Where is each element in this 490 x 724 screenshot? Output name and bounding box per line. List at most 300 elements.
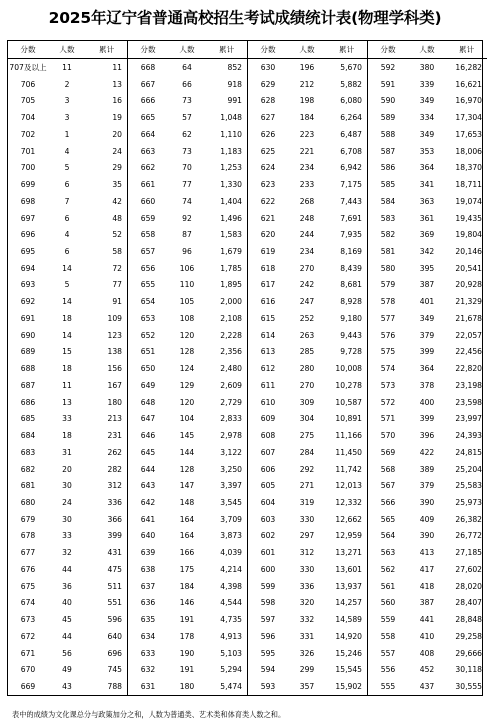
cell-count: 312: [299, 548, 315, 558]
table-row: [8, 377, 127, 394]
cell-score: 603: [260, 514, 276, 524]
table-row: [8, 679, 127, 696]
cell-count: 147: [179, 481, 195, 491]
cell-score: 586: [380, 163, 396, 173]
cell-count: 357: [299, 682, 315, 692]
table-row: [128, 160, 247, 177]
table-row: [8, 227, 127, 244]
cell-cumulative: 399: [107, 531, 122, 541]
cell-score: 566: [380, 498, 396, 507]
cell-count: 74: [182, 196, 192, 206]
table-row: [248, 361, 367, 378]
cell-score: 600: [260, 564, 276, 574]
cell-score: 568: [380, 464, 396, 474]
cell-score: 678: [20, 531, 36, 541]
cell-score: 702: [20, 129, 36, 139]
cell-count: 124: [179, 364, 195, 374]
cell-count: 263: [299, 330, 315, 340]
cell-score: 574: [380, 364, 396, 374]
cell-cumulative: 366: [107, 514, 122, 524]
cell-count: 390: [419, 498, 435, 507]
table-row: [128, 478, 247, 495]
cell-count: 33: [62, 531, 72, 541]
cell-count: 56: [62, 648, 72, 658]
table-row: [128, 227, 247, 244]
cell-score: 677: [20, 548, 36, 558]
table-row: [368, 679, 487, 696]
cell-score: 675: [20, 581, 36, 591]
cell-score: 557: [380, 648, 396, 658]
cell-count: 410: [419, 631, 435, 641]
cell-count: 108: [179, 313, 195, 323]
cell-count: 349: [419, 129, 435, 139]
cell-cumulative: 14,589: [335, 615, 362, 625]
cell-cumulative: 991: [227, 96, 242, 106]
table-row: [128, 243, 247, 260]
cell-count: 191: [179, 615, 195, 625]
table-row: [368, 176, 487, 193]
cell-score: 581: [380, 246, 396, 256]
cell-cumulative: 26,772: [455, 531, 482, 541]
cell-score: 636: [140, 598, 156, 608]
cell-score: 686: [20, 397, 36, 407]
cell-cumulative: 4,913: [220, 631, 242, 641]
cell-count: 30: [62, 481, 72, 491]
cell-cumulative: 852: [227, 62, 242, 72]
cell-cumulative: 312: [107, 481, 122, 491]
cell-count: 400: [419, 397, 435, 407]
table-row: [368, 428, 487, 445]
table-block: [8, 41, 128, 695]
cell-score: 599: [260, 581, 276, 591]
table-row: [248, 277, 367, 294]
cell-count: 223: [299, 129, 315, 139]
table-row: [128, 327, 247, 344]
cell-cumulative: 5,294: [220, 665, 242, 675]
cell-score: 658: [140, 230, 156, 240]
table-row: [8, 160, 127, 177]
header-score: 分数: [140, 44, 156, 54]
table-row: [8, 76, 127, 93]
cell-cumulative: 28,848: [455, 615, 482, 625]
table-row: [368, 511, 487, 528]
cell-count: 441: [419, 615, 435, 625]
table-row: [8, 243, 127, 260]
cell-score: 582: [380, 230, 396, 240]
table-row: [368, 193, 487, 210]
cell-cumulative: 431: [107, 548, 122, 558]
cell-score: 693: [20, 280, 36, 290]
cell-count: 332: [299, 615, 315, 625]
table-row: [248, 595, 367, 612]
cell-score: 577: [380, 313, 396, 323]
cell-count: 363: [419, 196, 435, 206]
table-row: [8, 310, 127, 327]
cell-score: 609: [260, 414, 276, 424]
cell-cumulative: 10,587: [335, 397, 362, 407]
cell-cumulative: 22,057: [455, 330, 482, 340]
cell-score: 621: [260, 213, 276, 223]
cell-score: 630: [260, 62, 276, 72]
cell-cumulative: 3,545: [220, 498, 242, 507]
table-row: [248, 394, 367, 411]
cell-score: 579: [380, 280, 396, 290]
cell-score: 620: [260, 230, 276, 240]
cell-cumulative: 5,474: [220, 682, 242, 692]
cell-cumulative: 7,443: [340, 196, 362, 206]
table-row: [128, 294, 247, 311]
cell-cumulative: 9,728: [340, 347, 362, 357]
cell-count: 62: [182, 129, 192, 139]
cell-score: 559: [380, 615, 396, 625]
cell-score: 602: [260, 531, 276, 541]
cell-score: 657: [140, 246, 156, 256]
cell-count: 87: [182, 230, 192, 240]
cell-cumulative: 23,598: [455, 397, 482, 407]
cell-cumulative: 15,246: [335, 648, 362, 658]
table-row: [128, 645, 247, 662]
cell-score: 597: [260, 615, 276, 625]
cell-score: 595: [260, 648, 276, 658]
cell-cumulative: 10,278: [335, 380, 362, 390]
table-row: [128, 143, 247, 160]
cell-count: 45: [62, 615, 72, 625]
cell-score: 654: [140, 297, 156, 307]
cell-count: 234: [299, 163, 315, 173]
cell-count: 336: [299, 581, 315, 591]
table-row: [128, 59, 247, 76]
table-row: [8, 662, 127, 679]
cell-cumulative: 19,074: [455, 196, 482, 206]
cell-count: 268: [299, 196, 315, 206]
table-row: [8, 428, 127, 445]
cell-cumulative: 20,541: [455, 263, 482, 273]
table-row: [128, 394, 247, 411]
table-row: [368, 210, 487, 227]
cell-score: 656: [140, 263, 156, 273]
table-row: [248, 377, 367, 394]
table-block: [248, 41, 368, 695]
cell-count: 275: [299, 431, 315, 441]
cell-count: 422: [419, 447, 435, 457]
header-cumulative: 累计: [458, 44, 475, 54]
cell-count: 196: [299, 62, 315, 72]
table-row: [8, 327, 127, 344]
cell-cumulative: 596: [107, 615, 122, 625]
cell-count: 6: [64, 180, 70, 190]
cell-count: 284: [299, 447, 315, 457]
cell-count: 190: [179, 648, 195, 658]
cell-score: 555: [380, 682, 396, 692]
cell-score: 569: [380, 447, 396, 457]
cell-cumulative: 788: [107, 682, 122, 692]
table-row: [248, 310, 367, 327]
cell-cumulative: 15,902: [335, 682, 362, 692]
table-row: [368, 76, 487, 93]
cell-count: 399: [419, 347, 435, 357]
table-row: [368, 327, 487, 344]
cell-score: 706: [20, 79, 36, 89]
cell-cumulative: 42: [112, 196, 122, 206]
cell-score: 584: [380, 196, 396, 206]
cell-count: 4: [64, 146, 70, 156]
cell-score: 565: [380, 514, 396, 524]
cell-score: 627: [260, 113, 276, 123]
table-row: [8, 210, 127, 227]
table-row: [8, 528, 127, 545]
table-row: [368, 260, 487, 277]
cell-cumulative: 4,544: [220, 598, 242, 608]
cell-score: 666: [140, 96, 156, 106]
cell-count: 330: [299, 514, 315, 524]
table-row: [368, 578, 487, 595]
table-row: [8, 595, 127, 612]
table-row: [248, 528, 367, 545]
cell-score: 611: [260, 380, 276, 390]
cell-cumulative: 180: [107, 397, 122, 407]
cell-score: 623: [260, 180, 276, 190]
table-row: [8, 578, 127, 595]
cell-cumulative: 4,214: [220, 564, 242, 574]
cell-count: 106: [179, 263, 195, 273]
cell-count: 369: [419, 230, 435, 240]
cell-cumulative: 28,020: [455, 581, 482, 591]
cell-count: 297: [299, 531, 315, 541]
cell-cumulative: 1,183: [220, 146, 242, 156]
cell-score: 632: [140, 665, 156, 675]
cell-count: 396: [419, 431, 435, 441]
table-row: [128, 411, 247, 428]
cell-score: 655: [140, 280, 156, 290]
cell-cumulative: 18,006: [455, 146, 482, 156]
cell-score: 645: [140, 447, 156, 457]
cell-count: 399: [419, 414, 435, 424]
cell-score: 596: [260, 631, 276, 641]
cell-count: 3: [64, 96, 70, 106]
cell-score: 662: [140, 163, 156, 173]
cell-count: 326: [299, 648, 315, 658]
table-row: [248, 193, 367, 210]
cell-score: 683: [20, 447, 36, 457]
cell-score: 687: [20, 380, 36, 390]
cell-count: 417: [419, 564, 435, 574]
cell-count: 43: [62, 682, 72, 692]
cell-score: 587: [380, 146, 396, 156]
table-row: [368, 93, 487, 110]
cell-score: 610: [260, 397, 276, 407]
cell-cumulative: 1,496: [220, 213, 242, 223]
cell-cumulative: 9,443: [340, 330, 362, 340]
cell-cumulative: 6,708: [340, 146, 362, 156]
table-row: [128, 76, 247, 93]
cell-count: 247: [299, 297, 315, 307]
cell-count: 285: [299, 347, 315, 357]
cell-cumulative: 30,555: [455, 682, 482, 692]
cell-count: 18: [62, 313, 72, 323]
score-statistics-table: [7, 40, 483, 696]
cell-score: 665: [140, 113, 156, 123]
table-header: [248, 41, 367, 59]
cell-score: 649: [140, 380, 156, 390]
cell-score: 561: [380, 581, 396, 591]
cell-count: 221: [299, 146, 315, 156]
table-row: [128, 444, 247, 461]
cell-count: 280: [299, 364, 315, 374]
cell-cumulative: 17,653: [455, 129, 482, 139]
table-row: [368, 294, 487, 311]
cell-score: 622: [260, 196, 276, 206]
cell-score: 660: [140, 196, 156, 206]
cell-score: 642: [140, 498, 156, 507]
cell-cumulative: 2,833: [220, 414, 242, 424]
table-row: [8, 93, 127, 110]
cell-cumulative: 6,264: [340, 113, 362, 123]
cell-cumulative: 2,978: [220, 431, 242, 441]
table-row: [248, 612, 367, 629]
cell-cumulative: 25,204: [455, 464, 482, 474]
cell-cumulative: 6,487: [340, 129, 362, 139]
cell-cumulative: 58: [112, 246, 122, 256]
table-header: [368, 41, 487, 59]
cell-cumulative: 745: [107, 665, 122, 675]
cell-cumulative: 28,407: [455, 598, 482, 608]
table-row: [368, 110, 487, 127]
cell-count: 110: [179, 280, 195, 290]
cell-count: 309: [299, 397, 315, 407]
cell-cumulative: 4,398: [220, 581, 242, 591]
cell-score: 637: [140, 581, 156, 591]
cell-cumulative: 213: [107, 414, 122, 424]
cell-score: 601: [260, 548, 276, 558]
table-row: [248, 59, 367, 76]
cell-cumulative: 8,928: [340, 297, 362, 307]
cell-count: 299: [299, 665, 315, 675]
cell-cumulative: 14,920: [335, 631, 362, 641]
cell-score: 592: [380, 62, 396, 72]
cell-count: 408: [419, 648, 435, 658]
cell-score: 572: [380, 397, 396, 407]
cell-cumulative: 8,439: [340, 263, 362, 273]
cell-count: 244: [299, 230, 315, 240]
cell-score: 624: [260, 163, 276, 173]
cell-cumulative: 23,997: [455, 414, 482, 424]
cell-count: 339: [419, 79, 435, 89]
cell-cumulative: 138: [107, 347, 122, 357]
cell-score: 698: [20, 196, 36, 206]
cell-count: 164: [179, 514, 195, 524]
cell-cumulative: 640: [107, 631, 122, 641]
cell-count: 319: [299, 498, 315, 507]
table-header: [8, 41, 127, 59]
cell-score: 674: [20, 598, 36, 608]
cell-count: 18: [62, 364, 72, 374]
table-row: [248, 327, 367, 344]
cell-score: 629: [260, 79, 276, 89]
cell-count: 233: [299, 180, 315, 190]
cell-score: 651: [140, 347, 156, 357]
cell-cumulative: 2,480: [220, 364, 242, 374]
cell-score: 590: [380, 96, 396, 106]
cell-count: 242: [299, 280, 315, 290]
cell-cumulative: 1,679: [220, 246, 242, 256]
table-row: [248, 494, 367, 511]
table-row: [8, 628, 127, 645]
cell-count: 66: [182, 79, 192, 89]
cell-score: 685: [20, 414, 36, 424]
cell-count: 252: [299, 313, 315, 323]
cell-score: 695: [20, 246, 36, 256]
header-count: 人数: [419, 44, 435, 54]
cell-score: 628: [260, 96, 276, 106]
cell-count: 148: [179, 498, 195, 507]
cell-score: 663: [140, 146, 156, 156]
cell-count: 212: [299, 79, 315, 89]
cell-cumulative: 262: [107, 447, 122, 457]
cell-count: 320: [299, 598, 315, 608]
table-row: [368, 394, 487, 411]
cell-count: 4: [64, 230, 70, 240]
cell-count: 353: [419, 146, 435, 156]
cell-cumulative: 6,942: [340, 163, 362, 173]
table-row: [248, 411, 367, 428]
cell-cumulative: 156: [107, 364, 122, 374]
cell-count: 379: [419, 481, 435, 491]
cell-score: 707及以上: [9, 62, 47, 72]
table-row: [368, 143, 487, 160]
cell-score: 619: [260, 246, 276, 256]
table-row: [368, 227, 487, 244]
header-cumulative: 累计: [218, 44, 235, 54]
cell-count: 387: [419, 280, 435, 290]
cell-count: 73: [182, 96, 192, 106]
cell-score: 700: [20, 163, 36, 173]
cell-score: 626: [260, 129, 276, 139]
cell-count: 13: [62, 397, 72, 407]
table-row: [8, 176, 127, 193]
cell-cumulative: 3,397: [220, 481, 242, 491]
header-count: 人数: [299, 44, 315, 54]
cell-score: 606: [260, 464, 276, 474]
table-row: [368, 361, 487, 378]
cell-cumulative: 13,271: [335, 548, 362, 558]
cell-score: 558: [380, 631, 396, 641]
cell-count: 128: [179, 464, 195, 474]
cell-count: 389: [419, 464, 435, 474]
table-row: [8, 545, 127, 562]
table-row: [368, 595, 487, 612]
table-row: [368, 612, 487, 629]
table-row: [128, 528, 247, 545]
table-row: [8, 561, 127, 578]
cell-cumulative: 511: [107, 581, 122, 591]
table-row: [8, 478, 127, 495]
cell-cumulative: 11,742: [335, 464, 362, 474]
cell-cumulative: 21,329: [455, 297, 482, 307]
cell-count: 146: [179, 598, 195, 608]
table-block: [368, 41, 487, 695]
cell-score: 578: [380, 297, 396, 307]
cell-count: 31: [62, 447, 72, 457]
table-row: [368, 243, 487, 260]
cell-cumulative: 167: [107, 380, 122, 390]
table-row: [8, 511, 127, 528]
cell-cumulative: 1,330: [220, 180, 242, 190]
cell-cumulative: 1,895: [220, 280, 242, 290]
cell-cumulative: 21,678: [455, 313, 482, 323]
cell-score: 605: [260, 481, 276, 491]
table-row: [248, 679, 367, 696]
cell-count: 341: [419, 180, 435, 190]
